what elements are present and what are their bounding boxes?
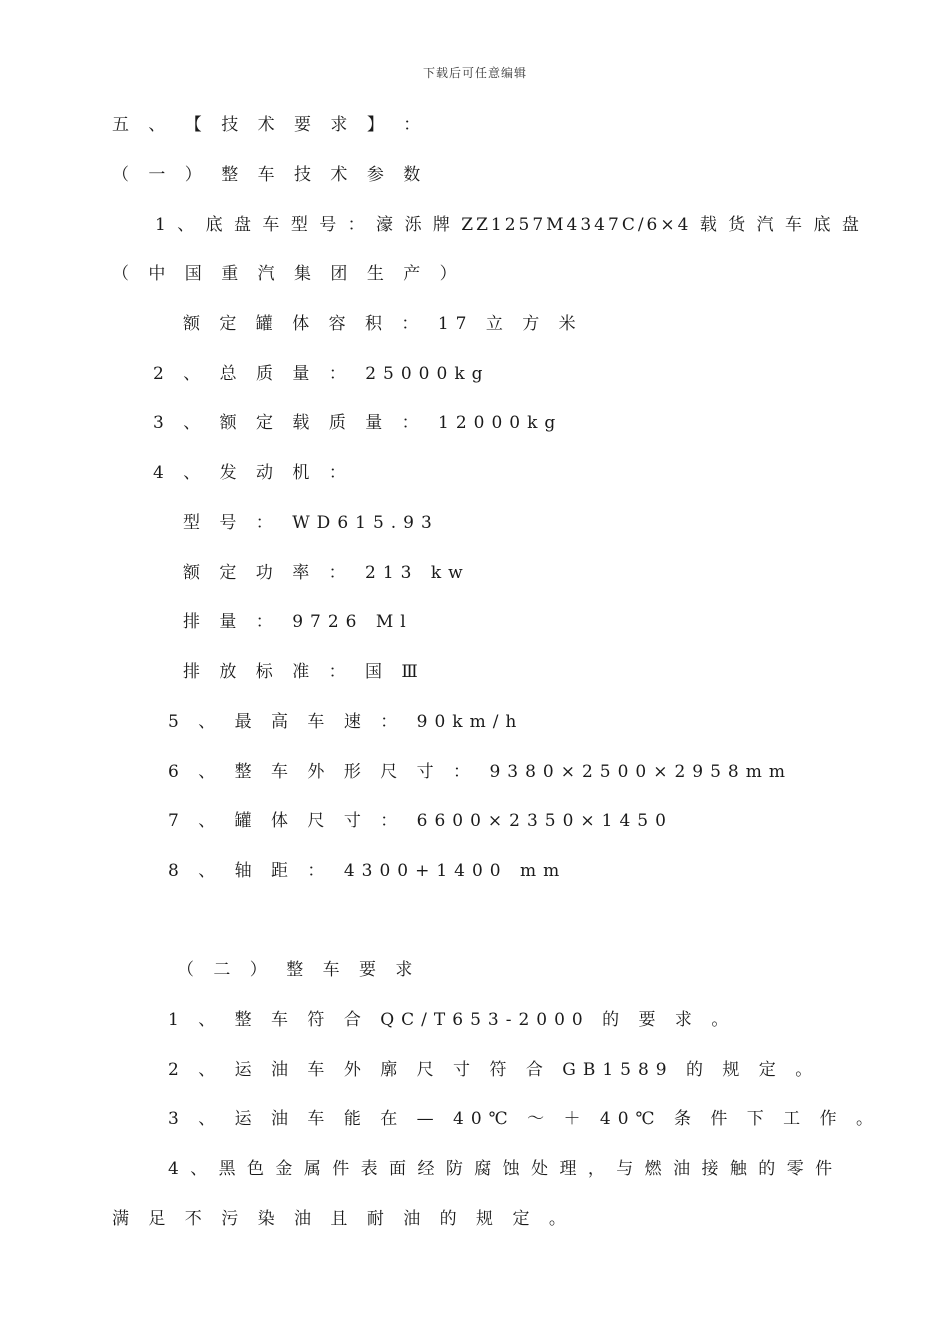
subsection-title: （ 一 ） 整 车 技 术 参 数 <box>112 165 428 185</box>
paragraph-line: 满 足 不 污 染 油 且 耐 油 的 规 定 。 <box>112 1209 573 1229</box>
paragraph-line: 2 、 运 油 车 外 廓 尺 寸 符 合 GB1589 的 规 定 。 <box>168 1060 820 1080</box>
paragraph-line: 6 、 整 车 外 形 尺 寸 ： 9380×2500×2958mm <box>168 762 792 782</box>
paragraph-line: 3 、 额 定 载 质 量 ： 12000kg <box>153 413 563 433</box>
paragraph-line: 3 、 运 油 车 能 在 — 40℃ ～ ＋ 40℃ 条 件 下 工 作 。 <box>168 1109 880 1129</box>
paragraph-line: 8 、 轴 距 ： 4300+1400 mm <box>168 861 567 881</box>
paragraph-line: 额 定 罐 体 容 积 ： 17 立 方 米 <box>183 314 583 334</box>
paragraph-line: 排 量 ： 9726 Ml <box>183 612 413 632</box>
section-title: 五 、 【 技 术 要 求 】 ： <box>112 115 428 135</box>
page-header: 下载后可任意编辑 <box>422 66 527 80</box>
paragraph-line: 2 、 总 质 量 ： 25000kg <box>153 364 490 384</box>
paragraph-line: 4 、 黑 色 金 属 件 表 面 经 防 腐 蚀 处 理 ， 与 燃 油 接 触 的 零 件 <box>168 1159 836 1179</box>
paragraph-line: 1 、 整 车 符 合 QC/T653-2000 的 要 求 。 <box>168 1010 736 1030</box>
paragraph-line: 1 、 底 盘 车 型 号 ： 濠 泺 牌 ZZ1257M4347C/6×4 载 货 汽 车 底 盘 <box>155 215 862 235</box>
subsection-title: （ 二 ） 整 车 要 求 <box>177 960 420 980</box>
paragraph-line: 7 、 罐 体 尺 寸 ： 6600×2350×1450 <box>168 811 673 831</box>
paragraph-line: 排 放 标 准 ： 国 Ⅲ <box>183 662 425 682</box>
paragraph-line: 额 定 功 率 ： 213 kw <box>183 563 470 583</box>
paragraph-line: （ 中 国 重 汽 集 团 生 产 ） <box>112 264 464 284</box>
paragraph-line: 5 、 最 高 车 速 ： 90km/h <box>168 712 524 732</box>
paragraph-line: 4 、 发 动 机 ： <box>153 463 353 483</box>
paragraph-line: 型 号 ： WD615.93 <box>183 513 439 533</box>
